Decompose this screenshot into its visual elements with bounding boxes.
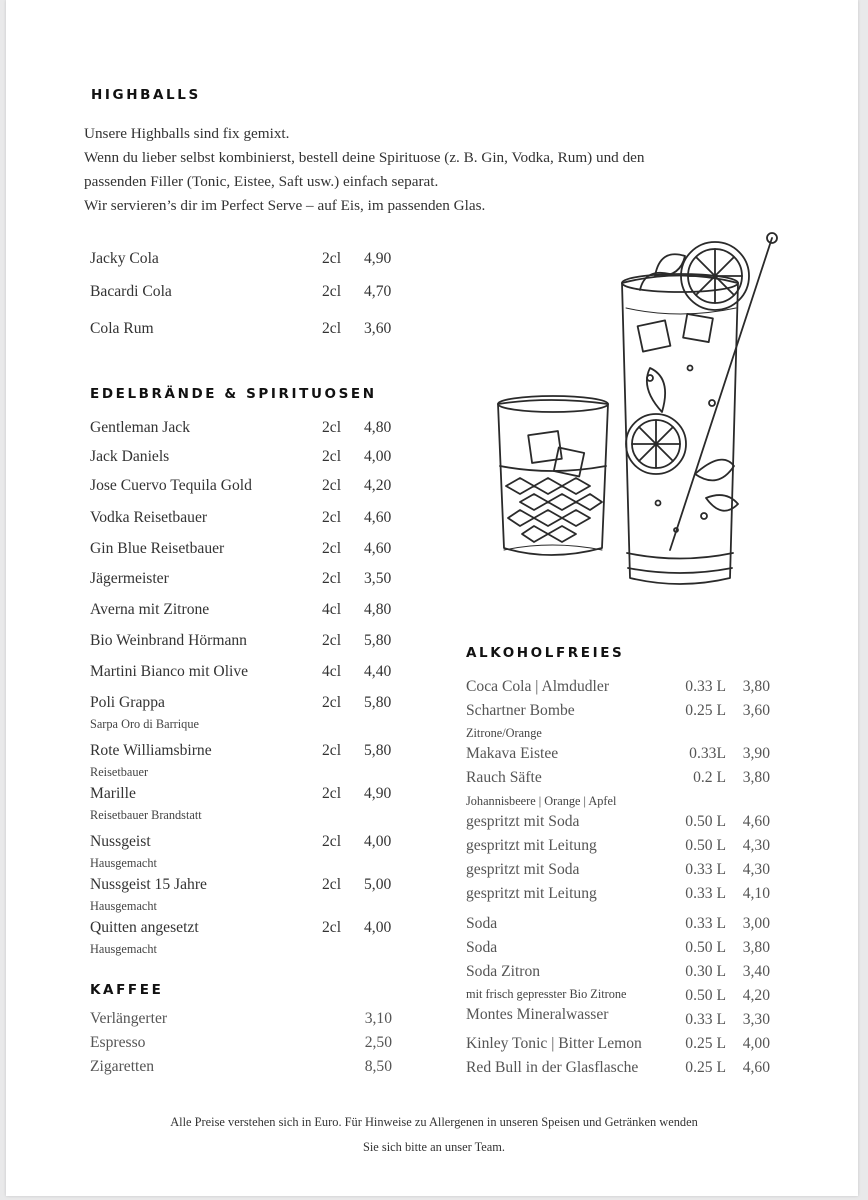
- menu-item-size: 2cl: [322, 785, 342, 802]
- menu-item-name: Schartner Bombe: [466, 702, 575, 719]
- menu-item-name: Kinley Tonic | Bitter Lemon: [466, 1035, 642, 1052]
- menu-item-price: 3,60: [364, 320, 392, 337]
- intro-line: passenden Filler (Tonic, Eistee, Saft usw.) einfach separat.: [84, 173, 439, 190]
- menu-item-price: 3,30: [742, 1011, 770, 1028]
- menu-item-size: 0.25 L: [685, 1035, 726, 1052]
- highballs-intro: [84, 122, 764, 218]
- footer-note-line: Alle Preise verstehen sich in Euro. Für Hinweise zu Allergenen in unseren Speisen und Getränken wenden: [170, 1115, 698, 1129]
- menu-item-size: 2cl: [322, 919, 342, 936]
- highballs-heading: HIGHBALLS: [91, 87, 201, 103]
- menu-item-price: 4,60: [742, 813, 770, 830]
- menu-item-price: 3,60: [742, 702, 770, 719]
- menu-item-size: 0.2 L: [693, 769, 726, 786]
- menu-item-name: Soda Zitron: [466, 963, 541, 980]
- menu-item-name: Rote Williamsbirne: [90, 742, 212, 759]
- menu-item-size: 0.50 L: [685, 837, 726, 854]
- menu-item-name: Bio Weinbrand Hörmann: [90, 632, 247, 649]
- menu-item-note: Zitrone/Orange: [466, 726, 542, 740]
- menu-item-price: 4,30: [742, 861, 770, 878]
- menu-item-price: 4,60: [364, 540, 392, 557]
- menu-item-name: Espresso: [90, 1034, 146, 1051]
- menu-item-price: 4,80: [364, 419, 392, 436]
- menu-item-size: 2cl: [322, 448, 342, 465]
- menu-item-size: 2cl: [322, 632, 342, 649]
- menu-item-size: 2cl: [322, 419, 342, 436]
- menu-item-size: 2cl: [322, 283, 342, 300]
- menu-item-size: 2cl: [322, 876, 342, 893]
- menu-item-size: 2cl: [322, 833, 342, 850]
- menu-item-size: 0.33 L: [685, 678, 726, 695]
- menu-item-price: 5,80: [364, 742, 392, 759]
- menu-item-name: gespritzt mit Leitung: [466, 837, 597, 854]
- menu-item-note: Hausgemacht: [90, 856, 157, 870]
- menu-item-size: 0.33 L: [685, 915, 726, 932]
- menu-item-note: Sarpa Oro di Barrique: [90, 717, 199, 731]
- menu-item-price: 4,90: [364, 250, 392, 267]
- intro-line: Wenn du lieber selbst kombinierst, bestell deine Spirituose (z. B. Gin, Vodka, Rum) und den: [84, 149, 645, 166]
- menu-item-size: 2cl: [322, 742, 342, 759]
- spirits-heading: EDELBRÄNDE & SPIRITUOSEN: [90, 386, 377, 402]
- menu-item-name: Red Bull in der Glasflasche: [466, 1059, 639, 1076]
- menu-item-price: 4,60: [364, 509, 392, 526]
- menu-item-name: Soda: [466, 915, 498, 932]
- menu-item-name: Poli Grappa: [90, 694, 165, 711]
- menu-item-price: 5,80: [364, 694, 392, 711]
- menu-item-size: 0.50 L: [685, 813, 726, 830]
- menu-item-name: Verlängerter: [90, 1010, 168, 1027]
- menu-item-note: Reisetbauer Brandstatt: [90, 808, 202, 822]
- menu-item-price: 3,40: [742, 963, 770, 980]
- menu-item-size: 0.50 L: [685, 939, 726, 956]
- menu-item-size: 2cl: [322, 570, 342, 587]
- menu-item-price: 4,30: [742, 837, 770, 854]
- menu-item-price: 3,00: [742, 915, 770, 932]
- menu-item-price: 4,00: [742, 1035, 770, 1052]
- menu-item-price: 4,10: [742, 885, 770, 902]
- menu-item-note: Hausgemacht: [90, 899, 157, 913]
- menu-item-price: 4,80: [364, 601, 392, 618]
- menu-item-price: 8,50: [364, 1058, 392, 1075]
- menu-item-price: 3,80: [742, 678, 770, 695]
- menu-item-size: 0.33L: [689, 745, 726, 762]
- menu-item-price: 3,80: [742, 939, 770, 956]
- menu-item-price: 3,10: [364, 1010, 392, 1027]
- menu-item-price: 4,00: [364, 448, 392, 465]
- menu-item-name: Gentleman Jack: [90, 419, 191, 436]
- menu-item-size: 0.33 L: [685, 1011, 726, 1028]
- menu-item-name: gespritzt mit Soda: [466, 813, 580, 830]
- menu-item-name: Rauch Säfte: [466, 769, 542, 786]
- menu-item-size: 0.33 L: [685, 885, 726, 902]
- menu-item-price: 4,00: [364, 919, 392, 936]
- menu-item-size: 0.50 L: [685, 987, 726, 1004]
- menu-item-size: 0.33 L: [685, 861, 726, 878]
- menu-item-price: 2,50: [364, 1034, 392, 1051]
- menu-item-size: 0.25 L: [685, 1059, 726, 1076]
- menu-item-name: Cola Rum: [90, 320, 154, 337]
- footer-note-line: Sie sich bitte an unser Team.: [362, 1140, 506, 1154]
- menu-item-price: 4,00: [364, 833, 392, 850]
- menu-item-name: Jose Cuervo Tequila Gold: [90, 477, 252, 494]
- menu-item-size: 2cl: [322, 694, 342, 711]
- menu-item-name: Zigaretten: [90, 1058, 155, 1075]
- menu-item-size: 2cl: [322, 250, 342, 267]
- menu-item-name: Gin Blue Reisetbauer: [90, 540, 225, 557]
- menu-item-name: Coca Cola | Almdudler: [466, 678, 610, 695]
- menu-item-price: 4,40: [364, 663, 392, 680]
- menu-item-name: Quitten angesetzt: [90, 919, 199, 936]
- menu-item-name: Nussgeist 15 Jahre: [90, 876, 207, 893]
- menu-item-price: 4,60: [742, 1059, 770, 1076]
- menu-item-price: 4,20: [742, 987, 770, 1004]
- intro-line: Unsere Highballs sind fix gemixt.: [84, 125, 290, 142]
- menu-item-size: 2cl: [322, 477, 342, 494]
- menu-item-price: 4,70: [364, 283, 392, 300]
- menu-item-name: Jacky Cola: [90, 250, 159, 267]
- menu-item-name: gespritzt mit Soda: [466, 861, 580, 878]
- menu-item-note: Reisetbauer: [90, 765, 149, 779]
- menu-item-note: mit frisch gepresster Bio Zitrone: [466, 987, 627, 1001]
- menu-item-price: 3,80: [742, 769, 770, 786]
- nonalcoholic-heading: ALKOHOLFREIES: [466, 645, 625, 661]
- menu-item-price: 3,50: [364, 570, 392, 587]
- menu-item-name: Jägermeister: [90, 570, 169, 587]
- menu-item-name: Soda: [466, 939, 498, 956]
- menu-item-size: 2cl: [322, 320, 342, 337]
- menu-item-name: Montes Mineralwasser: [466, 1006, 609, 1023]
- menu-item-name: Nussgeist: [90, 833, 151, 850]
- menu-item-price: 5,00: [364, 876, 392, 893]
- menu-item-name: Makava Eistee: [466, 745, 559, 762]
- menu-item-price: 5,80: [364, 632, 392, 649]
- menu-item-name: Vodka Reisetbauer: [90, 509, 208, 526]
- menu-item-size: 2cl: [322, 540, 342, 557]
- menu-item-name: Marille: [90, 785, 136, 802]
- menu-item-name: Averna mit Zitrone: [90, 601, 210, 618]
- menu-item-note: Hausgemacht: [90, 942, 157, 956]
- menu-item-price: 4,20: [364, 477, 392, 494]
- highball-and-tumbler-glasses-icon: [490, 228, 790, 600]
- menu-item-size: 4cl: [322, 601, 342, 618]
- menu-item-price: 4,90: [364, 785, 392, 802]
- menu-item-size: 0.25 L: [685, 702, 726, 719]
- menu-item-name: Bacardi Cola: [90, 283, 172, 300]
- menu-item-price: 3,90: [742, 745, 770, 762]
- menu-item-size: 2cl: [322, 509, 342, 526]
- menu-item-name: gespritzt mit Leitung: [466, 885, 597, 902]
- intro-line: Wir servieren’s dir im Perfect Serve – auf Eis, im passenden Glas.: [84, 197, 486, 214]
- menu-item-size: 0.30 L: [685, 963, 726, 980]
- coffee-heading: KAFFEE: [90, 982, 164, 998]
- menu-item-size: 4cl: [322, 663, 342, 680]
- menu-item-name: Martini Bianco mit Olive: [90, 663, 249, 680]
- menu-item-note: Johannisbeere | Orange | Apfel: [466, 794, 617, 808]
- menu-item-name: Jack Daniels: [90, 448, 170, 465]
